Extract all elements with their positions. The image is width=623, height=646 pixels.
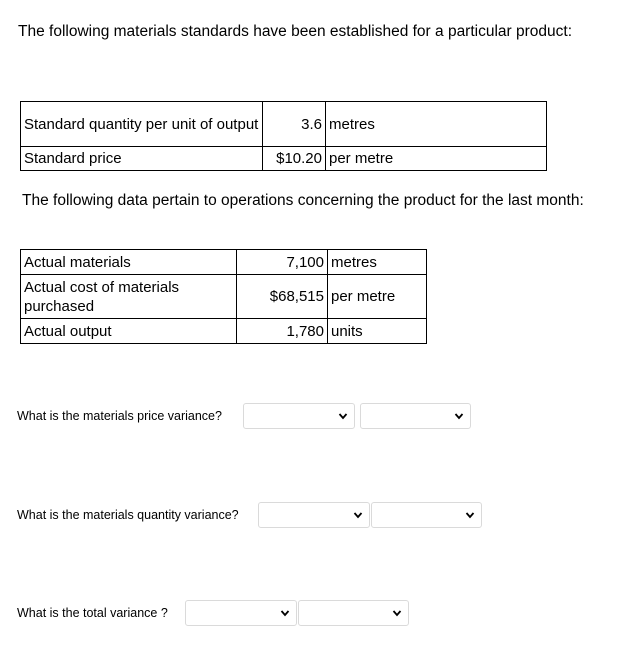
- data-unit: metres: [328, 250, 427, 275]
- standards-unit: per metre: [326, 147, 547, 171]
- data-value: 7,100: [237, 250, 328, 275]
- total-variance-amount-select[interactable]: [185, 600, 297, 626]
- price-variance-type-select[interactable]: [360, 403, 471, 429]
- data-label: Actual cost of materials purchased: [21, 275, 237, 319]
- data-unit: units: [328, 319, 427, 344]
- data-value: 1,780: [237, 319, 328, 344]
- quantity-variance-question: What is the materials quantity variance?: [17, 508, 239, 522]
- standards-value: 3.6: [263, 102, 326, 147]
- quantity-variance-type-select[interactable]: [371, 502, 482, 528]
- data-value: $68,515: [237, 275, 328, 319]
- data-label: Actual materials: [21, 250, 237, 275]
- data-table: [20, 249, 427, 344]
- price-variance-question: What is the materials price variance?: [17, 409, 222, 423]
- total-variance-question: What is the total variance ?: [17, 606, 168, 620]
- chevron-down-icon: [465, 510, 475, 520]
- intro-data: The following data pertain to operations concerning the product for the last month:: [22, 192, 584, 209]
- table-row: [21, 147, 547, 171]
- intro-standards: The following materials standards have been established for a particular product:: [18, 23, 573, 40]
- standards-label: Standard price: [21, 147, 263, 171]
- table-row: [21, 275, 427, 319]
- chevron-down-icon: [454, 411, 464, 421]
- data-label: Actual output: [21, 319, 237, 344]
- chevron-down-icon: [280, 608, 290, 618]
- standards-table: [20, 101, 547, 171]
- chevron-down-icon: [338, 411, 348, 421]
- table-row: [21, 319, 427, 344]
- data-unit: per metre: [328, 275, 427, 319]
- standards-label: Standard quantity per unit of output: [21, 102, 263, 147]
- price-variance-amount-select[interactable]: [243, 403, 355, 429]
- total-variance-type-select[interactable]: [298, 600, 409, 626]
- standards-value: $10.20: [263, 147, 326, 171]
- quantity-variance-amount-select[interactable]: [258, 502, 370, 528]
- table-row: [21, 250, 427, 275]
- standards-unit: metres: [326, 102, 547, 147]
- chevron-down-icon: [392, 608, 402, 618]
- chevron-down-icon: [353, 510, 363, 520]
- table-row: [21, 102, 547, 147]
